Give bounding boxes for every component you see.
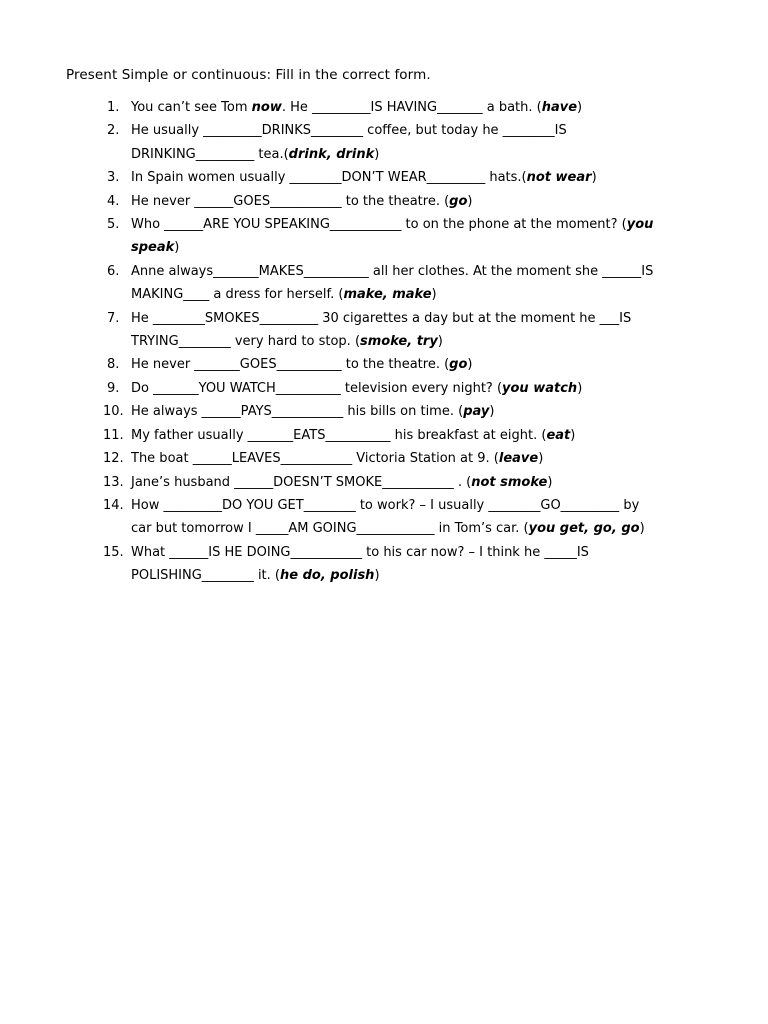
sentence-text: . He _________IS HAVING_______ a bath. (: [281, 100, 542, 115]
verb-hint: not smoke: [471, 474, 548, 490]
exercise-number: 7.: [107, 310, 120, 326]
exercise-line: [131, 541, 713, 564]
exercise-number: 12.: [103, 451, 124, 467]
verb-hint: you watch: [502, 380, 578, 396]
exercise-number: 4.: [107, 193, 120, 209]
exercise-number: 9.: [107, 380, 120, 396]
verb-hint: speak: [131, 240, 175, 256]
sentence-text: What ______IS HE DOING___________ to his car now? – I think he _____IS: [131, 544, 589, 560]
exercise-item: [103, 307, 713, 354]
emphasis-word: now: [251, 100, 282, 115]
exercise-item: [103, 471, 713, 494]
sentence-text: He always ______PAYS___________ his bills on time. (: [131, 404, 464, 420]
exercise-number: 6.: [107, 263, 120, 279]
exercise-line: [131, 353, 713, 376]
exercise-item: [103, 424, 713, 447]
exercise-line: [131, 307, 713, 330]
exercise-line: [131, 471, 713, 494]
verb-hint: have: [541, 100, 578, 115]
sentence-text: ): [547, 474, 553, 490]
exercise-line: [131, 236, 713, 259]
verb-hint: make, make: [343, 287, 432, 303]
exercise-item: [103, 260, 713, 307]
sentence-text: ): [489, 404, 495, 420]
exercise-number: 8.: [107, 357, 120, 373]
exercise-item: [103, 377, 713, 400]
sentence-text: He never ______GOES___________ to the theatre. (: [131, 193, 450, 209]
sentence-text: POLISHING________ it. (: [131, 568, 280, 584]
sentence-text: ): [437, 334, 443, 350]
sentence-text: You can’t see Tom: [131, 100, 252, 115]
exercise-line: [131, 400, 713, 423]
sentence-text: ): [174, 240, 180, 256]
verb-hint: pay: [463, 404, 490, 420]
sentence-text: ): [538, 451, 544, 467]
exercise-number: 3.: [107, 170, 120, 186]
sentence-text: Who ______ARE YOU SPEAKING___________ to on the phone at the moment? (: [131, 217, 627, 233]
verb-hint: go: [449, 193, 468, 209]
exercise-number: 1.: [107, 100, 120, 115]
sentence-text: ): [577, 100, 583, 115]
sentence-text: Do _______YOU WATCH__________ television every night? (: [131, 380, 503, 396]
exercise-line: [131, 494, 713, 517]
exercise-line: [131, 190, 713, 213]
sentence-text: ): [374, 146, 380, 162]
exercise-item: [103, 447, 713, 470]
verb-hint: you: [626, 217, 654, 233]
sentence-text: My father usually _______EATS__________ his breakfast at eight. (: [131, 427, 547, 443]
sentence-text: Jane’s husband ______DOESN’T SMOKE___________ . (: [131, 474, 472, 490]
verb-hint: drink, drink: [288, 146, 375, 162]
exercise-number: 10.: [103, 404, 124, 420]
exercise-line: [131, 143, 713, 166]
verb-hint: not wear: [526, 170, 592, 186]
sentence-text: Anne always_______MAKES__________ all her clothes. At the moment she ______IS: [131, 263, 654, 279]
exercise-number: 13.: [103, 474, 124, 490]
exercise-line: [131, 517, 713, 540]
exercise-line: [131, 330, 713, 353]
sentence-text: DRINKING_________ tea.(: [131, 146, 289, 162]
exercise-number: 14.: [103, 497, 124, 513]
sentence-text: ): [431, 287, 437, 303]
exercise-item: [103, 96, 713, 119]
exercise-item: [103, 213, 713, 260]
exercise-line: [131, 377, 713, 400]
sentence-text: He usually _________DRINKS________ coffee, but today he ________IS: [131, 123, 567, 139]
exercise-item: [103, 353, 713, 376]
verb-hint: eat: [546, 427, 571, 443]
exercise-item: [103, 166, 713, 189]
sentence-text: ): [467, 193, 473, 209]
exercise-line: [131, 166, 713, 189]
exercise-item: [103, 190, 713, 213]
sentence-text: ): [467, 357, 473, 373]
exercise-line: [131, 213, 713, 236]
exercise-number: 11.: [103, 427, 124, 443]
sentence-text: ): [639, 521, 645, 537]
sentence-text: ): [570, 427, 576, 443]
exercise-line: [131, 119, 713, 142]
exercise-line: [131, 447, 713, 470]
exercise-line: [131, 96, 713, 119]
exercise-number: 5.: [107, 217, 120, 233]
sentence-text: In Spain women usually ________DON’T WEAR_________ hats.(: [131, 170, 527, 186]
sentence-text: How _________DO YOU GET________ to work? – I usually ________GO_________ by: [131, 497, 640, 513]
sentence-text: He ________SMOKES_________ 30 cigarettes a day but at the moment he ___IS: [131, 310, 632, 326]
exercise-line: [131, 260, 713, 283]
exercise-item: [103, 400, 713, 423]
sentence-text: car but tomorrow I _____AM GOING____________ in Tom’s car. (: [131, 521, 529, 537]
page-title: Present Simple or continuous: Fill in the correct form.: [66, 67, 431, 83]
exercise-item: [103, 494, 713, 541]
exercise-number: 2.: [107, 123, 120, 139]
exercise-line: [131, 564, 713, 587]
sentence-text: The boat ______LEAVES___________ Victoria Station at 9. (: [131, 451, 499, 467]
verb-hint: smoke, try: [360, 334, 438, 350]
sentence-text: He never _______GOES__________ to the theatre. (: [131, 357, 450, 373]
verb-hint: he do, polish: [280, 568, 375, 584]
exercise-list: [103, 96, 713, 588]
verb-hint: you get, go, go: [528, 521, 640, 537]
sentence-text: MAKING____ a dress for herself. (: [131, 287, 344, 303]
verb-hint: go: [449, 357, 468, 373]
exercise-line: [131, 424, 713, 447]
sentence-text: ): [591, 170, 597, 186]
exercise-item: [103, 119, 713, 166]
sentence-text: TRYING________ very hard to stop. (: [131, 334, 361, 350]
exercise-number: 15.: [103, 544, 124, 560]
exercise-item: [103, 541, 713, 588]
sentence-text: ): [577, 380, 583, 396]
exercise-line: [131, 283, 713, 306]
sentence-text: ): [374, 568, 380, 584]
verb-hint: leave: [498, 451, 539, 467]
